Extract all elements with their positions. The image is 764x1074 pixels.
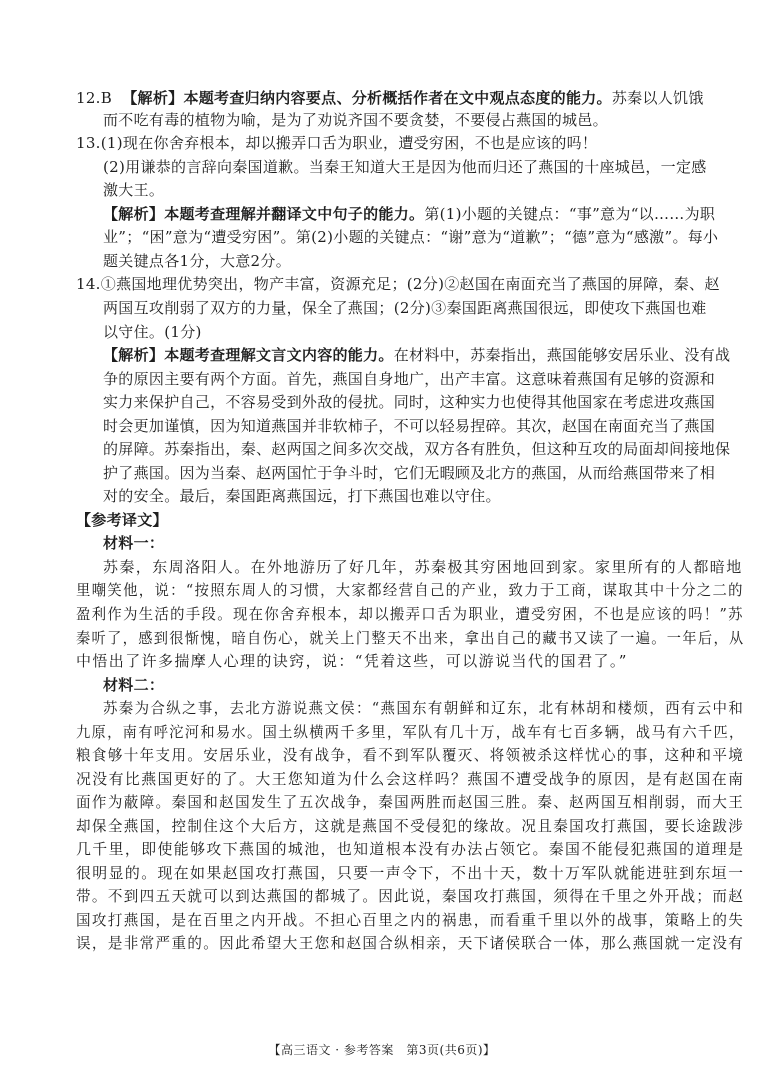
material-2-line-1: 苏秦为合纵之事，去北方游说燕文侯：“燕国东有朝鲜和辽东，北有林胡和楼烦，西有云中和 bbox=[103, 699, 745, 717]
material-2-line-2: 九原，南有呼沱河和易水。国土纵横两千多里，军队有几十万，战车有七百多辆，战马有六千匹， bbox=[76, 723, 745, 741]
q14-analysis-rest: 在材料中，苏秦指出，燕国能够安居乐业、没有战 bbox=[393, 346, 731, 364]
material-2-line-11: 误，是非常严重的。因此希望大王您和赵国合纵相亲，天下诸侯联合一体，那么燕国就一定没有 bbox=[76, 934, 745, 952]
material-2-line-8: 很明显的。现在如果赵国攻打燕国，只要一声令下，不出十天，数十万军队就能进驻到东垣一 bbox=[76, 864, 745, 882]
material-2-line-10: 国攻打燕国，是在百里之内开战。不担心百里之内的祸患，而看重千里以外的战事，策略上的失 bbox=[76, 911, 745, 929]
material-2-line-7: 几千里，即使能够攻下燕国的城池，也知道根本没有办法占领它。秦国不能侵犯燕国的道理是 bbox=[76, 840, 745, 858]
q14-number: 14. bbox=[76, 275, 101, 293]
q14-line-3: 以守住。(1分) bbox=[103, 323, 202, 341]
material-1-line-3: 盈利作为生活的手段。现在你舍弃根本，却以搬弄口舌为职业，遭受穷困，不也是应该的吗！”苏 bbox=[76, 605, 744, 623]
q13-analysis-bold: 本题考查理解并翻译文中句子的能力。 bbox=[164, 205, 425, 223]
q14-analysis-line-4: 时会更加谨慎，因为知道燕国并非软柿子，不可以轻易捏碎。其次，赵国在南面充当了燕国 bbox=[103, 417, 716, 435]
page-footer: 【高三语文 · 参考答案 第3页(共6页)】 bbox=[268, 1043, 496, 1057]
q14-analysis-line-2: 争的原因主要有两个方面。首先，燕国自身地广，出产丰富。这意味着燕国有足够的资源和 bbox=[103, 370, 716, 388]
q14-line-1 bbox=[76, 272, 720, 296]
q12-analysis-bold: 本题考查归纳内容要点、分析概括作者在文中观点态度的能力。 bbox=[183, 89, 612, 107]
q12-line-1 bbox=[76, 86, 704, 110]
q14-analysis-line-5: 的屏障。苏秦指出，秦、赵两国之间多次交战，双方各有胜负，但这种互攻的局面却间接地保 bbox=[103, 440, 731, 458]
material-1-title: 材料一： bbox=[103, 534, 165, 552]
material-1-line-2: 里嘲笑他，说：“按照东周人的习惯，大家都经营自己的产业，致力于工商，谋取其中十分之二的 bbox=[76, 581, 744, 599]
q13-answer-1: (1)现在你舍弃根本，却以搬弄口舌为职业，遭受穷困，不也是应该的吗！ bbox=[100, 134, 598, 152]
q13-analysis-line-3: 题关键点各1分，大意2分。 bbox=[103, 252, 291, 270]
material-2-line-4: 况没有比燕国更好的了。大王您知道为什么会这样吗？燕国不遭受战争的原因，是有赵国在南 bbox=[76, 770, 745, 788]
q14-analysis-line-1 bbox=[103, 343, 730, 367]
q12-analysis-tag: 【解析】 bbox=[122, 89, 184, 107]
q13-analysis-line-1 bbox=[103, 202, 715, 226]
q13-line-1 bbox=[76, 131, 597, 155]
q14-answer-line-1: ①燕国地理优势突出，物产丰富，资源充足；(2分)②赵国在南面充当了燕国的屏障，秦、赵 bbox=[100, 275, 720, 293]
q13-analysis-tag: 【解析】 bbox=[103, 205, 165, 223]
q14-line-2: 两国互攻削弱了双方的力量，保全了燕国；(2分)③秦国距离燕国很远，即使攻下燕国也难 bbox=[103, 299, 707, 317]
material-1-line-1: 苏秦，东周洛阳人。在外地游历了好几年，苏秦极其穷困地回到家。家里所有的人都暗地 bbox=[103, 558, 743, 576]
q13-analysis-line-2: 业”；“困”意为“遭受穷困”。第(2)小题的关键点：“谢”意为“道歉”；“德”意为“感激”。每小 bbox=[103, 228, 719, 246]
material-2-line-9: 带。不到四五天就可以到达燕国的都城了。因此说，秦国攻打燕国，须得在千里之外开战；而赵 bbox=[76, 887, 745, 905]
q14-analysis-line-3: 实力来保护自己，不容易受到外敌的侵扰。同时，这种实力也使得其他国家在考虑进攻燕国 bbox=[103, 393, 716, 411]
q14-analysis-line-6: 护了燕国。因为当秦、赵两国忙于争斗时，它们无暇顾及北方的燕国，从而给燕国带来了相 bbox=[103, 464, 716, 482]
translation-heading: 【参考译文】 bbox=[76, 511, 168, 529]
q12-answer: B bbox=[100, 89, 113, 107]
q13-answer-2-line-1: (2)用谦恭的言辞向秦国道歉。当秦王知道大王是因为他而归还了燕国的十座城邑，一定感 bbox=[103, 158, 707, 176]
material-1-line-5: 中悟出了许多揣摩人心理的诀窍，说：“凭着这些，可以游说当代的国君了。” bbox=[76, 652, 628, 670]
q13-number: 13. bbox=[76, 134, 101, 152]
q12-analysis-rest: 苏秦以人饥饿 bbox=[611, 89, 704, 107]
material-2-line-5: 面作为蔽障。秦国和赵国发生了五次战争，秦国两胜而赵国三胜。秦、赵两国互相削弱，而大王 bbox=[76, 793, 745, 811]
material-2-title: 材料二： bbox=[103, 676, 165, 694]
q14-analysis-line-7: 对的安全。最后，秦国距离燕国远，打下燕国也难以守住。 bbox=[103, 487, 501, 505]
q12-line-2: 而不吃有毒的植物为喻，是为了劝说齐国不要贪婪，不要侵占燕国的城邑。 bbox=[103, 111, 608, 129]
material-2-line-6: 却保全燕国，控制住这个大后方，这就是燕国不受侵犯的缘故。况且秦国攻打燕国，要长途跋涉 bbox=[76, 817, 745, 835]
q13-analysis-rest: 第(1)小题的关键点：“事”意为“以……为职 bbox=[424, 205, 716, 223]
q13-answer-2-line-2: 激大王。 bbox=[103, 181, 165, 199]
material-1-line-4: 秦听了，感到很惭愧，暗自伤心，就关上门整天不出来，拿出自己的藏书又读了一遍。一年后，从 bbox=[76, 629, 745, 647]
q14-analysis-tag: 【解析】 bbox=[103, 346, 165, 364]
q14-analysis-bold: 本题考查理解文言文内容的能力。 bbox=[164, 346, 394, 364]
material-2-line-3: 粮食够十年支用。安居乐业，没有战争，看不到军队覆灭、将领被杀这样忧心的事，这种和平境 bbox=[76, 746, 745, 764]
q12-number: 12. bbox=[76, 89, 101, 107]
